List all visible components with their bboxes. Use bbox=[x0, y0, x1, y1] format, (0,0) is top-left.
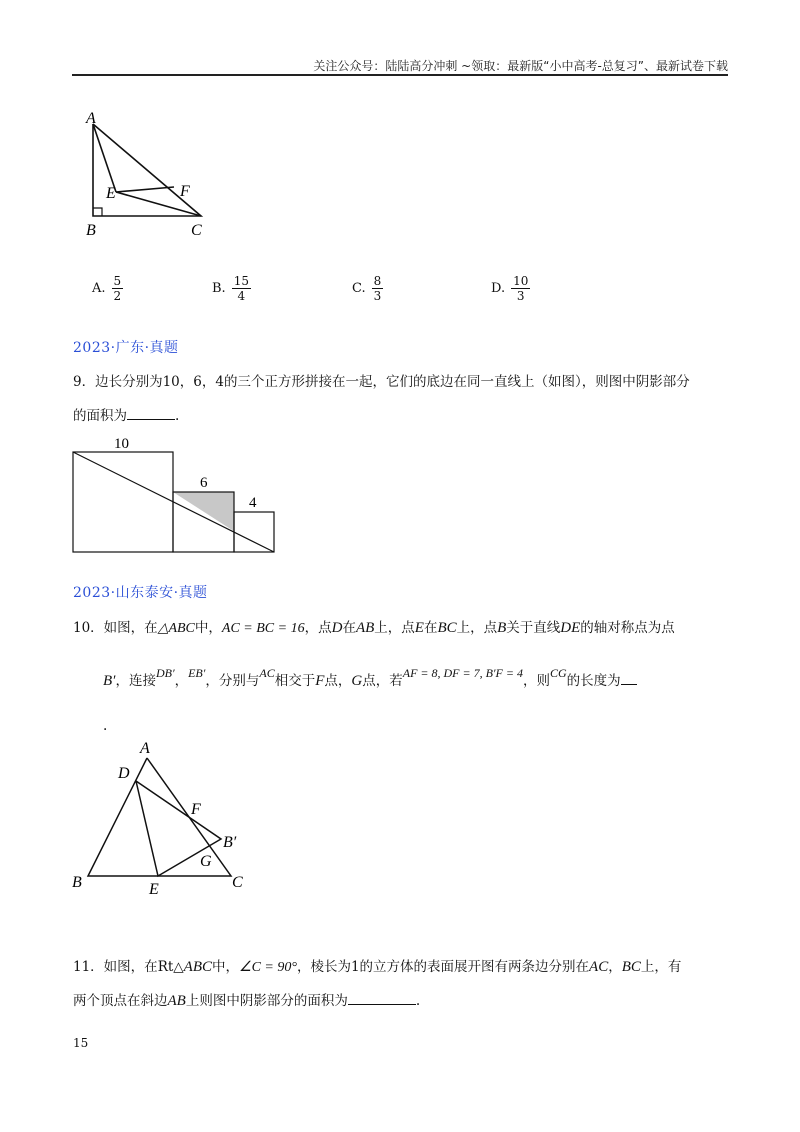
q10-text: ，点 bbox=[304, 620, 332, 636]
q10-text: ，分别与 bbox=[205, 673, 260, 689]
q10-text: 上，点 bbox=[374, 620, 415, 636]
q11-text: . bbox=[415, 993, 421, 1009]
label-a: A bbox=[140, 740, 150, 757]
choice-d-fraction bbox=[511, 274, 530, 303]
q11-text: ，棱长为1的立方体的表面展开图有两条边分别在 bbox=[296, 959, 590, 975]
q10-source-tag: 2023·山东泰安·真题 bbox=[73, 585, 208, 601]
choice-a-denominator: 2 bbox=[113, 289, 122, 303]
page-header: 关注公众号：陆陆高分冲刺 ~领取：最新版“小中高考-总复习”、最新试卷下载 bbox=[313, 59, 728, 73]
q10-point-e: E bbox=[414, 620, 424, 636]
q10-segment-ab: AB bbox=[355, 620, 375, 636]
q10-line-3: . bbox=[103, 718, 108, 734]
q10-line-de: DE bbox=[560, 620, 581, 636]
label-b: B bbox=[86, 222, 96, 239]
q10-answer-blank[interactable] bbox=[621, 670, 637, 685]
q10-point-b: B bbox=[497, 620, 507, 636]
label-g: G bbox=[200, 853, 212, 870]
label-b-prime: B′ bbox=[223, 834, 237, 851]
label-a: A bbox=[86, 110, 96, 127]
q9-line-2-end: . bbox=[175, 408, 180, 424]
q11-text: ， bbox=[608, 959, 622, 975]
choice-b-letter: B. bbox=[212, 281, 226, 296]
choice-b-fraction bbox=[232, 274, 251, 303]
choice-a-letter: A. bbox=[92, 281, 106, 296]
q10-given-lengths: AF = 8, DF = 7, B′F = 4 bbox=[402, 666, 523, 680]
q10-segment-ac: AC bbox=[259, 666, 275, 680]
q10-text: 在 bbox=[423, 620, 438, 636]
q10-text: 在 bbox=[342, 620, 356, 636]
page-number: 15 bbox=[73, 1036, 89, 1050]
label-6: 6 bbox=[200, 475, 208, 491]
q10-text: ， bbox=[174, 673, 189, 689]
q11-segment-ac: AC bbox=[589, 959, 609, 975]
choice-c-denominator: 3 bbox=[373, 289, 382, 303]
q10-text: 点， bbox=[324, 673, 352, 689]
q10-text: ，连接 bbox=[115, 673, 156, 689]
q10-text: 相交于 bbox=[274, 673, 316, 689]
q11-answer-blank[interactable] bbox=[348, 990, 416, 1005]
q11-text: 上则图中阴影部分的面积为 bbox=[185, 993, 348, 1009]
q10-line-2 bbox=[103, 666, 637, 691]
q10-text: 10．如图，在 bbox=[73, 620, 158, 636]
choice-b[interactable] bbox=[212, 274, 251, 303]
label-e: E bbox=[149, 881, 159, 898]
choice-d[interactable] bbox=[491, 274, 530, 303]
choice-c[interactable] bbox=[352, 274, 383, 303]
q11-line-1 bbox=[73, 957, 681, 978]
q11-rt-triangle: Rt△ bbox=[157, 959, 184, 975]
q10-triangle-abc: △ABC bbox=[157, 621, 195, 636]
choice-d-denominator: 3 bbox=[516, 289, 525, 303]
q11-line-2 bbox=[73, 990, 420, 1011]
q11-segment-ab: AB bbox=[167, 993, 186, 1009]
label-c: C bbox=[191, 222, 202, 239]
shaded-region bbox=[173, 492, 234, 531]
choice-a-numerator: 5 bbox=[113, 274, 122, 288]
choice-a[interactable] bbox=[92, 274, 123, 303]
q10-text: ，则 bbox=[522, 673, 550, 689]
segment-ef bbox=[116, 187, 174, 192]
q10-text: 点，若 bbox=[362, 673, 403, 689]
q10-text: 的轴对称点为点 bbox=[580, 620, 675, 636]
right-angle-mark-b bbox=[93, 208, 102, 216]
choice-c-fraction bbox=[372, 274, 384, 303]
label-f: F bbox=[180, 183, 190, 200]
q10-point-b-prime: B′ bbox=[103, 673, 116, 689]
q10-point-f: F bbox=[315, 673, 325, 689]
q9-answer-blank[interactable] bbox=[127, 405, 175, 420]
square-10 bbox=[73, 452, 173, 552]
choice-b-numerator: 15 bbox=[233, 274, 249, 288]
q10-text: 中， bbox=[194, 620, 222, 636]
q9-line-2-text: 的面积为 bbox=[73, 408, 127, 424]
q10-equation-ac-bc: AC = BC = 16 bbox=[221, 621, 305, 636]
q9-line-2 bbox=[73, 405, 179, 426]
label-c: C bbox=[232, 874, 243, 891]
choice-c-numerator: 8 bbox=[373, 274, 382, 288]
choice-d-numerator: 10 bbox=[513, 274, 529, 288]
q10-text: 的长度为 bbox=[566, 673, 621, 689]
q11-triangle-abc: ABC bbox=[183, 959, 213, 975]
square-4 bbox=[234, 512, 274, 552]
q10-segment-cg: CG bbox=[549, 666, 567, 680]
q11-text: 中， bbox=[212, 959, 240, 975]
q10-segment-bc: BC bbox=[437, 620, 457, 636]
q10-segment-db-prime: DB′ bbox=[155, 666, 175, 680]
label-4: 4 bbox=[249, 495, 257, 511]
header-rule bbox=[72, 74, 728, 76]
q10-point-d: D bbox=[331, 620, 343, 636]
label-10: 10 bbox=[114, 436, 129, 452]
figure-q9-squares bbox=[70, 432, 280, 557]
q9-source-tag: 2023·广东·真题 bbox=[73, 340, 179, 356]
choice-d-letter: D. bbox=[491, 281, 506, 296]
figure-q8-triangle bbox=[80, 110, 220, 240]
figure-q10-triangle bbox=[70, 738, 255, 898]
q11-text: 11．如图，在 bbox=[73, 959, 158, 975]
label-f: F bbox=[191, 801, 201, 818]
q11-text: 两个顶点在斜边 bbox=[73, 993, 168, 1009]
q9-line-1: 9．边长分别为10，6，4的三个正方形拼接在一起，它们的底边在同一直线上（如图），则图中阴影部分 bbox=[73, 374, 690, 390]
q10-line-1 bbox=[73, 618, 675, 639]
q11-text: 上，有 bbox=[640, 959, 682, 975]
choice-b-denominator: 4 bbox=[237, 289, 246, 303]
label-b: B bbox=[72, 874, 82, 891]
q11-segment-bc: BC bbox=[621, 959, 641, 975]
q10-text: 上，点 bbox=[456, 620, 498, 636]
label-e: E bbox=[106, 185, 116, 202]
label-d: D bbox=[118, 765, 130, 782]
q10-text: 关于直线 bbox=[506, 620, 561, 636]
q10-point-g: G bbox=[351, 673, 363, 689]
q10-segment-eb-prime: EB′ bbox=[188, 666, 206, 680]
q11-angle-c: ∠C = 90° bbox=[239, 960, 297, 975]
choice-c-letter: C. bbox=[352, 281, 366, 296]
choice-a-fraction bbox=[112, 274, 124, 303]
